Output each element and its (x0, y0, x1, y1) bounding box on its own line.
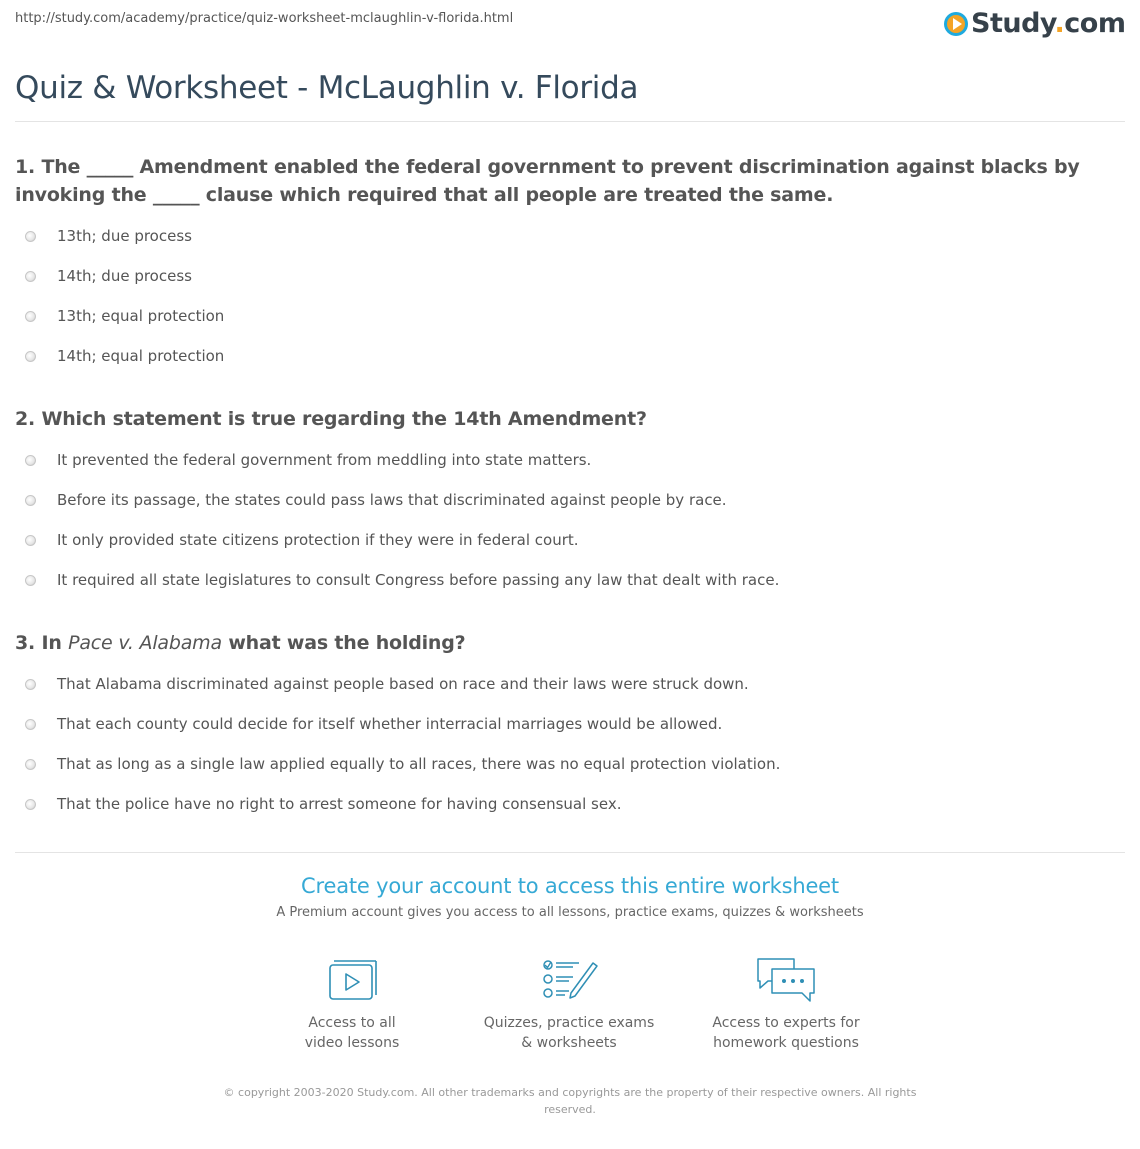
answer-option[interactable]: That the police have no right to arrest someone for having consensual sex. (15, 784, 1125, 824)
radio-button[interactable] (25, 799, 36, 810)
answer-option[interactable]: It only provided state citizens protection if they were in federal court. (15, 520, 1125, 560)
play-logo-icon (944, 12, 968, 36)
answer-option[interactable]: That Alabama discriminated against people based on race and their laws were struck down. (15, 664, 1125, 704)
answer-option[interactable]: Before its passage, the states could pass laws that discriminated against people by race. (15, 480, 1125, 520)
answer-list-2 (15, 450, 1125, 610)
feature-video-lessons: Access to all video lessons (252, 955, 452, 1053)
answer-list-3 (15, 674, 1125, 834)
video-lesson-icon (324, 955, 380, 1005)
question-1: 1. The _____ Amendment enabled the federal government to prevent discrimination against blacks by invoking the _____ clause which required that all people are treated the same. (15, 156, 1080, 206)
question-2: 2. Which statement is true regarding the 14th Amendment? (15, 408, 647, 430)
answer-option[interactable]: It prevented the federal government from meddling into state matters. (15, 440, 1125, 480)
study-logo[interactable] (944, 8, 1126, 39)
answer-option[interactable]: 14th; due process (15, 256, 1125, 296)
feature-experts: Access to experts for homework questions (686, 955, 886, 1053)
copyright-notice: © copyright 2003-2020 Study.com. All other trademarks and copyrights are the property of their respective owners. All rights reserved. (223, 1086, 917, 1116)
divider (15, 852, 1125, 853)
quiz-checklist-icon (539, 955, 599, 1005)
feature-quizzes: Quizzes, practice exams & worksheets (469, 955, 669, 1053)
radio-button[interactable] (25, 495, 36, 506)
answer-option[interactable]: It required all state legislatures to consult Congress before passing any law that dealt with race. (15, 560, 1125, 600)
chat-bubbles-icon (754, 955, 818, 1005)
radio-button[interactable] (25, 535, 36, 546)
answer-option[interactable]: 13th; equal protection (15, 296, 1125, 336)
radio-button[interactable] (25, 231, 36, 242)
answer-list-1 (15, 226, 1125, 386)
top-bar (0, 0, 1140, 48)
logo-text: Study.com (971, 8, 1126, 39)
answer-option[interactable]: 13th; due process (15, 216, 1125, 256)
answer-option[interactable]: That each county could decide for itself whether interracial marriages would be allowed. (15, 704, 1125, 744)
radio-button[interactable] (25, 719, 36, 730)
question-3: 3. In Pace v. Alabama what was the holding? (15, 632, 466, 654)
radio-button[interactable] (25, 271, 36, 282)
divider (15, 121, 1125, 122)
page-url[interactable]: http://study.com/academy/practice/quiz-worksheet-mclaughlin-v-florida.html (15, 11, 514, 26)
radio-button[interactable] (25, 759, 36, 770)
page-title: Quiz & Worksheet - McLaughlin v. Florida (15, 70, 639, 106)
radio-button[interactable] (25, 311, 36, 322)
answer-option[interactable]: 14th; equal protection (15, 336, 1125, 376)
radio-button[interactable] (25, 351, 36, 362)
create-account-link[interactable]: Create your account to access this entire worksheet (301, 874, 839, 898)
radio-button[interactable] (25, 455, 36, 466)
radio-button[interactable] (25, 679, 36, 690)
cta-subtitle: A Premium account gives you access to all lessons, practice exams, quizzes & worksheets (276, 905, 864, 920)
radio-button[interactable] (25, 575, 36, 586)
answer-option[interactable]: That as long as a single law applied equally to all races, there was no equal protection violation. (15, 744, 1125, 784)
